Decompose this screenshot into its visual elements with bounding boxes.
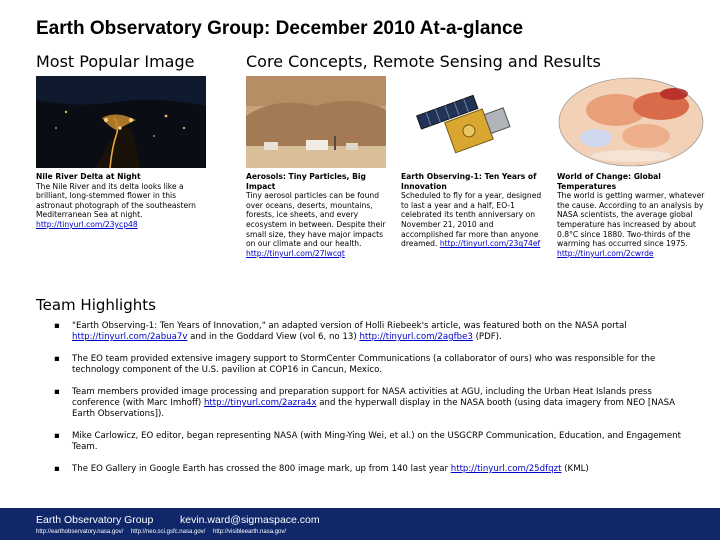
concept-temperatures-link[interactable]: http://tinyurl.com/2cwrde [557, 248, 654, 258]
concept-aerosols [246, 172, 386, 258]
team-highlights-heading: Team Highlights [36, 296, 156, 314]
footer-url-link[interactable]: http://visibleearth.nasa.gov/ [213, 529, 287, 535]
concept-eo1-title: Earth Observing-1: Ten Years of Innovation [401, 172, 537, 191]
bullet-icon: ▪ [54, 387, 60, 397]
bullet-icon: ▪ [54, 431, 60, 441]
page-title: Earth Observatory Group: December 2010 At-a-glance [36, 18, 524, 39]
concepts-heading: Core Concepts, Remote Sensing and Results [246, 52, 601, 71]
popular-caption-link[interactable]: http://tinyurl.com/23ycp48 [36, 219, 138, 229]
footer-url-link[interactable]: http://earthobservatory.nasa.gov/ [36, 529, 124, 535]
nile-night-photo [36, 76, 206, 168]
concept-aerosols-title: Aerosols: Tiny Particles, Big Impact [246, 172, 366, 191]
highlight-link[interactable]: http://tinyurl.com/2abua7v [72, 332, 188, 342]
highlight-item: ▪ Mike Carlowicz, EO editor, began representing NASA (with Ming-Ying Wei, et al.) on the USGCRP Communication, Education, and Engagement Team. [54, 431, 682, 452]
popular-caption-text: The Nile River and its delta looks like a brilliant, long-stemmed flower in this astronaut photograph of the southeastern Mediterranean Sea at night. [36, 181, 196, 220]
highlight-item: ▪ "Earth Observing-1: Ten Years of Innovation," an adapted version of Holli Riebeek's article, was featured both on the NASA portal http://tinyurl.com/2abua7v and in the Goddard View (vol 6, no 13) http://tinyurl.com/2agfbe3 (PDF). [54, 321, 627, 342]
highlight-link[interactable]: http://tinyurl.com/2agfbe3 [359, 332, 473, 342]
eo1-satellite-image [400, 76, 540, 168]
global-temperature-map [556, 76, 706, 168]
concept-temperatures-title: World of Change: Global Temperatures [557, 172, 661, 191]
bullet-icon: ▪ [54, 464, 60, 474]
popular-heading: Most Popular Image [36, 52, 195, 71]
concept-temperatures [557, 172, 707, 258]
dust-storm-photo [246, 76, 386, 168]
concept-temperatures-text: The world is getting warmer, whatever the cause. According to an analysis by NASA scientists, the average global temperature has increased by about 0.8°C since 1880. Two-thirds of the warming has occurred since 1975. [557, 191, 705, 249]
popular-caption-title: Nile River Delta at Night [36, 172, 141, 181]
popular-caption [36, 172, 214, 230]
highlight-link[interactable]: http://tinyurl.com/2azra4x [203, 398, 317, 408]
footer-url-link[interactable]: http://neo.sci.gsfc.nasa.gov/ [130, 529, 206, 535]
highlight-item: ▪ The EO Gallery in Google Earth has crossed the 800 image mark, up from 140 last year http://tinyurl.com/25dfqzt (KML) [54, 464, 589, 474]
footer-org: Earth Observatory Group [36, 514, 154, 526]
concept-eo1-text: Scheduled to fly for a year, designed to last a year and a half, EO-1 celebrated its tenth anniversary on November 21, 2010 and accomplished far more than anyone dreamed. [401, 191, 542, 249]
concept-aerosols-text: Tiny aerosol particles can be found over oceans, deserts, mountains, forests, ice sheets, and every ecosystem in between. Despite their small size, they have major impacts on our climate and our health. [246, 191, 386, 249]
highlight-link[interactable]: http://tinyurl.com/25dfqzt [450, 464, 562, 474]
concept-eo1-link[interactable]: http://tinyurl.com/23q74ef [439, 239, 541, 249]
team-highlights-list [54, 321, 694, 486]
highlight-item: ▪ The EO team provided extensive imagery support to StormCenter Communications (a collaborator of ours) who was responsible for the technology component of the U.S. pavilion at COP16 in Cancun, Mexico. [54, 354, 656, 375]
highlight-item: ▪ Team members provided image processing and preparation support for NASA activities at AGU, including the Urban Heat Islands press conference (with Marc Imhoff) http://tinyurl.com/2azra4x and the hyperwall display in the NASA booth (using data imagery from NEO [NASA Earth Observations]). [54, 387, 676, 419]
concept-aerosols-link[interactable]: http://tinyurl.com/27lwcqt [246, 248, 345, 258]
footer-email[interactable]: kevin.ward@sigmaspace.com [180, 514, 320, 526]
bullet-icon: ▪ [54, 354, 60, 364]
footer-urls [36, 529, 292, 535]
concept-eo1 [401, 172, 546, 249]
bullet-icon: ▪ [54, 321, 60, 331]
